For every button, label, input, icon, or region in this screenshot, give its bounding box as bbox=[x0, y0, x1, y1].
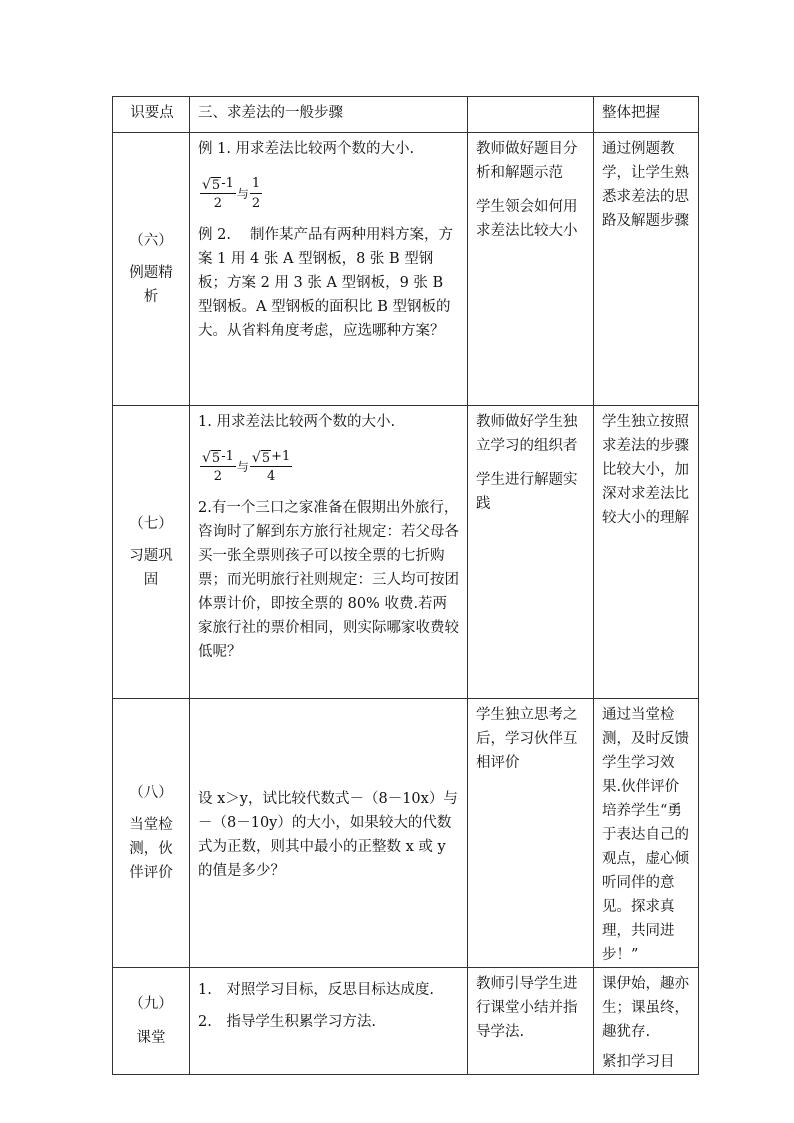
comparison-word: 与 bbox=[236, 187, 249, 201]
table-row-example bbox=[113, 133, 699, 406]
exercise-1-text: 1. 用求差法比较两个数的大小. bbox=[198, 414, 396, 430]
design-intent-cell bbox=[594, 406, 699, 699]
section-name: 课堂 bbox=[136, 1030, 166, 1046]
header-cell-4: 整体把握 bbox=[594, 97, 699, 133]
comparison-word: 与 bbox=[236, 460, 249, 474]
table-row-exercise bbox=[113, 406, 699, 699]
header-cell-2: 三、求差法的一般步骤 bbox=[190, 97, 468, 133]
summary-item-1: 1. 对照学习目标，反思目标达成度. bbox=[198, 982, 434, 998]
header-cell-3 bbox=[468, 97, 594, 133]
teacher-activity: 教师引导学生进行课堂小结并指导学法. bbox=[476, 976, 578, 1040]
section-name: 析 bbox=[143, 289, 159, 305]
student-activity: 学生领会如何用求差法比较大小 bbox=[476, 199, 578, 239]
table-header-row bbox=[113, 97, 699, 133]
section-name: 伴评价 bbox=[129, 865, 173, 881]
fraction-b: $\frac{1}{2}$ bbox=[251, 176, 261, 211]
section-label-cell bbox=[113, 133, 190, 406]
fraction-b: √ 5 +1 4 bbox=[251, 449, 291, 484]
design-intent: 学生独立按照求差法的步骤比较大小，加深对求差法比较大小的理解 bbox=[602, 414, 689, 526]
section-number: （八） bbox=[129, 785, 173, 801]
teacher-activity-cell bbox=[468, 406, 594, 699]
summary-item-2: 2. 指导学生积累学习方法. bbox=[198, 1014, 376, 1030]
content-cell bbox=[190, 133, 468, 406]
lesson-plan-table bbox=[112, 96, 699, 1075]
design-intent-cell bbox=[594, 699, 699, 968]
section-name: 习题巩 bbox=[129, 548, 173, 564]
teacher-activity: 教师做好题目分析和解题示范 bbox=[476, 141, 578, 181]
fraction-a: √ 5 -1 2 bbox=[202, 449, 234, 484]
section-number: （九） bbox=[129, 996, 173, 1012]
section-label-cell bbox=[113, 699, 190, 968]
teacher-activity: 学生独立思考之后，学习伙伴互相评价 bbox=[476, 707, 578, 771]
section-name: 固 bbox=[143, 572, 159, 588]
section-label-cell bbox=[113, 968, 190, 1075]
exercise-2-text: 2.有一个三口之家准备在假期出外旅行，咨询时了解到东方旅行社规定：若父母各买一张全票则孩子可以按全票的七折购票；而光明旅行社则规定：三人均可按团体票计价，即按全票的 80% 收费.若两家旅行社的票价相同，则实际哪家收费较低呢？ bbox=[198, 500, 459, 660]
fraction-expression bbox=[200, 444, 461, 490]
teacher-activity-cell bbox=[468, 133, 594, 406]
fraction-expression bbox=[200, 171, 461, 217]
section-name: 当堂检 bbox=[129, 817, 173, 833]
section-label-cell bbox=[113, 406, 190, 699]
student-activity: 学生进行解题实践 bbox=[476, 472, 578, 512]
design-intent-cell bbox=[594, 133, 699, 406]
teacher-activity-cell bbox=[468, 968, 594, 1075]
section-name: 例题精 bbox=[129, 265, 173, 281]
design-intent: 课伊始，趣亦生；课虽终，趣犹存. bbox=[602, 976, 689, 1040]
content-cell bbox=[190, 699, 468, 968]
teacher-activity: 教师做好学生独立学习的组织者 bbox=[476, 414, 578, 454]
design-intent: 紧扣学习目 bbox=[602, 1054, 675, 1070]
section-number: （七） bbox=[129, 516, 173, 532]
header-cell-1: 识要点 bbox=[113, 97, 190, 133]
design-intent: 通过例题教学，让学生熟悉求差法的思路及解题步骤 bbox=[602, 141, 689, 229]
table-row-check bbox=[113, 699, 699, 968]
section-name: 测，伙 bbox=[129, 841, 173, 857]
section-number: （六） bbox=[129, 233, 173, 249]
content-cell bbox=[190, 406, 468, 699]
example-2-text: 例 2. 制作某产品有两种用料方案，方案 1 用 4 张 A 型钢板，8 张 B 型钢板；方案 2 用 3 张 A 型钢板，9 张 B 型钢板。A 型钢板的面积比 B 型钢板的大。从省料角度考虑，应选哪种方案？ bbox=[198, 227, 454, 339]
example-1-text: 例 1. 用求差法比较两个数的大小. bbox=[198, 141, 415, 157]
fraction-a: √ 5 -1 2 bbox=[202, 176, 234, 211]
design-intent-cell bbox=[594, 968, 699, 1075]
content-cell bbox=[190, 968, 468, 1075]
table-row-summary bbox=[113, 968, 699, 1075]
check-question-text: 设 x＞y，试比较代数式－（8－10x）与－（8－10y）的大小，如果较大的代数式为正数，则其中最小的正整数 x 或 y 的值是多少？ bbox=[198, 791, 458, 879]
teacher-activity-cell bbox=[468, 699, 594, 968]
design-intent: 通过当堂检测，及时反馈学生学习效果.伙伴评价培养学生“勇于表达自己的观点，虚心倾听同伴的意见。探求真理，共同进步！” bbox=[602, 707, 689, 963]
